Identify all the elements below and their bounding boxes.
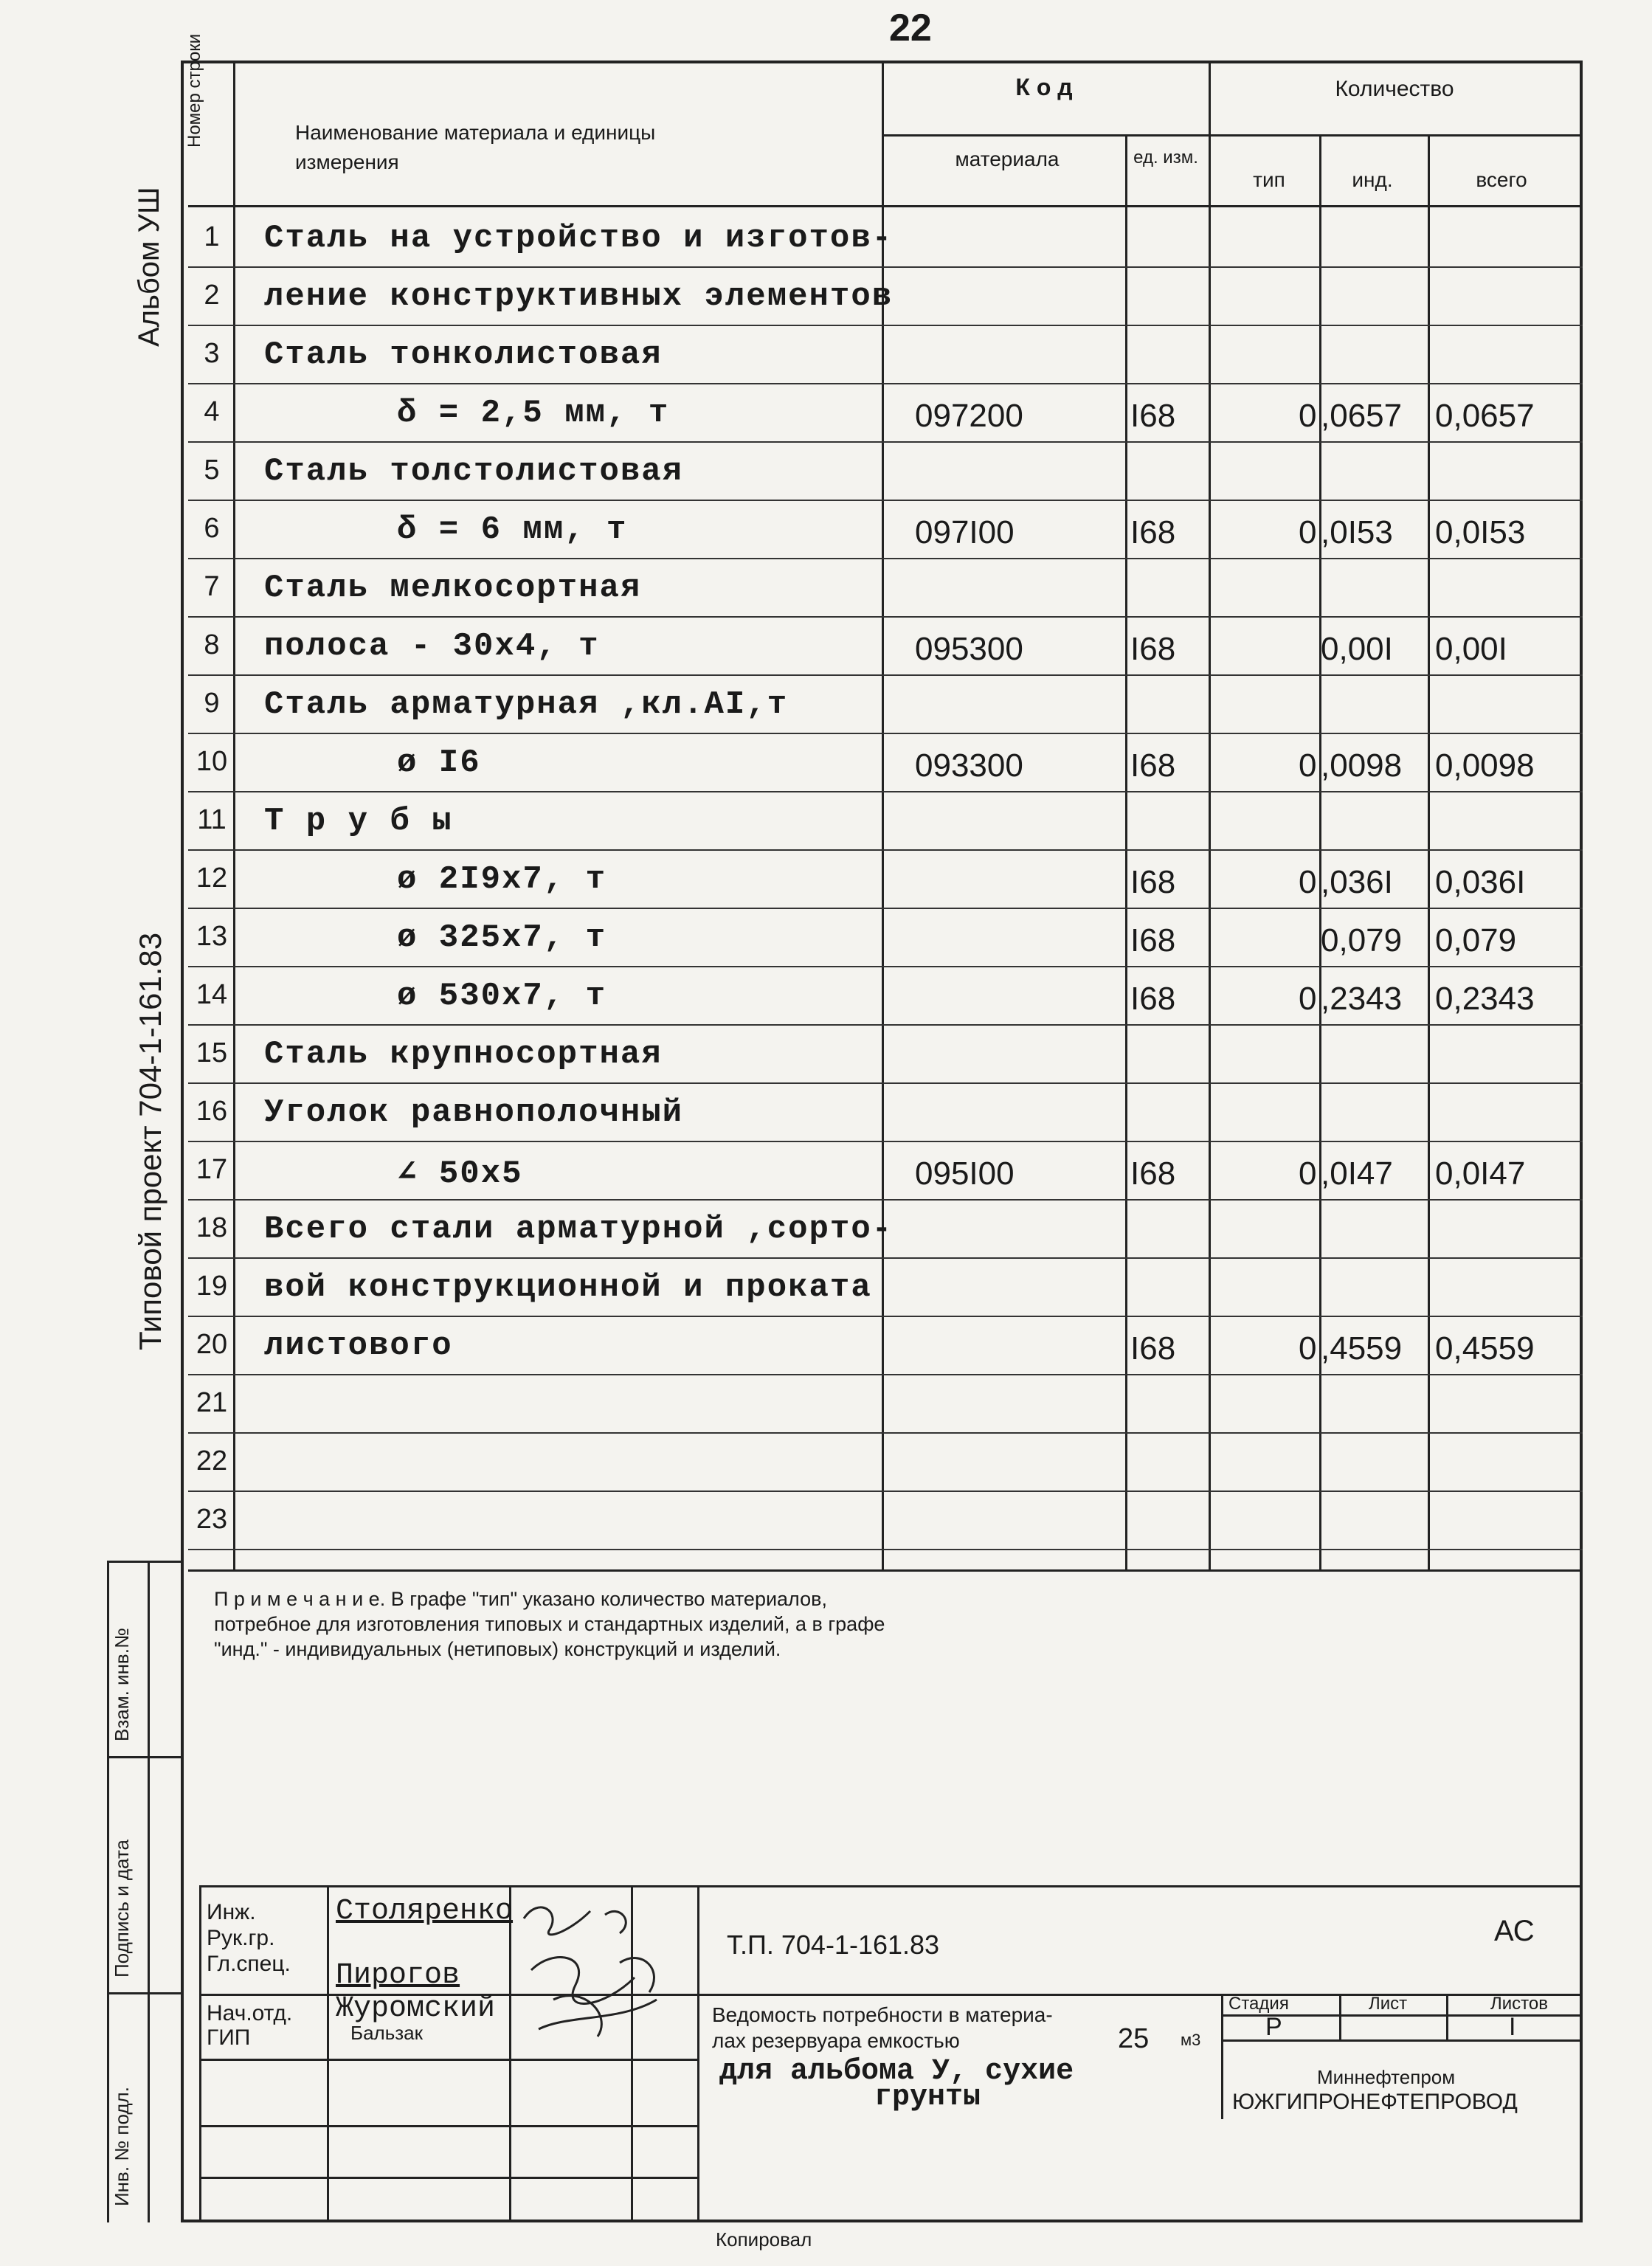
row-number: 15 xyxy=(196,1037,228,1068)
quantity-individual: ,0098 xyxy=(1321,747,1403,784)
row-separator xyxy=(188,1549,1583,1550)
quantity-individual: ,0657 xyxy=(1321,398,1403,434)
row-number: 10 xyxy=(196,746,228,777)
material-name: Уголок равнополочный xyxy=(264,1094,684,1131)
material-name: ø 325х7, т xyxy=(397,919,607,956)
title-row xyxy=(199,2125,697,2127)
row-number: 22 xyxy=(196,1445,228,1476)
row-separator xyxy=(188,1141,1583,1142)
row-number: 23 xyxy=(196,1504,228,1535)
material-name: листового xyxy=(264,1327,453,1364)
sheets-value: I xyxy=(1509,2013,1516,2041)
code-subheader-line xyxy=(882,134,1583,137)
row-separator xyxy=(188,908,1583,909)
material-name: вой конструкционной и проката xyxy=(264,1269,872,1306)
row-separator xyxy=(188,441,1583,443)
row-separator xyxy=(188,966,1583,967)
material-name: δ = 6 мм, т xyxy=(397,511,628,548)
row-separator xyxy=(188,1199,1583,1201)
capacity-unit: м3 xyxy=(1181,2031,1201,2049)
unit-code: I68 xyxy=(1130,747,1176,784)
quantity-total: 0,2343 xyxy=(1435,981,1535,1017)
description-line2: лах резервуара емкостью xyxy=(712,2029,960,2052)
row-number: 3 xyxy=(204,338,220,369)
row-separator xyxy=(188,1316,1583,1317)
material-name: ø 2I9х7, т xyxy=(397,861,607,898)
table-bottom xyxy=(188,1569,1583,1572)
stamp-label-inventory: Инв. № подл. xyxy=(111,2087,133,2206)
description-line4: грунты xyxy=(874,2081,981,2114)
quantity-total: 0,0098 xyxy=(1435,747,1535,784)
note-text: П р и м е ч а н и е. В графе "тип" указано количество материалов, потребное для изготовления типовых и стандартных изделий, а в графе "инд." - индивидуальных (нетиповых) конструкций и изделий. xyxy=(214,1588,885,1660)
material-name: Сталь тонколистовая xyxy=(264,336,663,373)
material-name: δ = 2,5 мм, т xyxy=(397,395,670,432)
material-name: ∠ 50х5 xyxy=(397,1156,523,1192)
row-number: 20 xyxy=(196,1329,228,1360)
material-name: Сталь толстолистовая xyxy=(264,453,684,490)
stamp-label-signature: Подпись и дата xyxy=(111,1839,133,1977)
quantity-total: 0,0I53 xyxy=(1435,514,1526,550)
row-separator xyxy=(188,733,1583,734)
quantity-type: 0 xyxy=(1299,864,1317,900)
unit-code: I68 xyxy=(1130,1330,1176,1367)
quantity-total: 0,00I xyxy=(1435,631,1507,667)
stamp-column-left-border xyxy=(107,1561,109,2222)
title-sheet-divider xyxy=(1339,1994,1341,2039)
quantity-individual: ,4559 xyxy=(1321,1330,1403,1367)
row-separator xyxy=(188,1257,1583,1259)
table-header-top xyxy=(188,61,1583,63)
name-chief-spec: Пирогов xyxy=(336,1959,460,1992)
material-code: 097200 xyxy=(915,398,1023,434)
name-gip: Бальзак xyxy=(350,2022,423,2044)
role-chief-spec: Гл.спец. xyxy=(207,1952,291,1976)
title-roles-divider xyxy=(327,1885,329,2222)
sheets-label: Листов xyxy=(1490,1994,1548,2014)
row-number: 19 xyxy=(196,1271,228,1302)
material-name: ø 530х7, т xyxy=(397,978,607,1015)
row-number: 12 xyxy=(196,863,228,894)
stage-value: Р xyxy=(1265,2013,1282,2041)
unit-code: I68 xyxy=(1130,631,1176,667)
unit-code: I68 xyxy=(1130,981,1176,1017)
quantity-individual: ,0I53 xyxy=(1321,514,1393,550)
header-quantity-individual: инд. xyxy=(1352,168,1393,191)
doc-code: Т.П. 704-1-161.83 xyxy=(727,1930,940,1960)
description-line1: Ведомость потребности в материа- xyxy=(712,2003,1053,2026)
row-separator xyxy=(188,849,1583,851)
row-separator xyxy=(188,1490,1583,1492)
row-number: 21 xyxy=(196,1387,228,1418)
unit-code: I68 xyxy=(1130,1156,1176,1192)
row-number: 16 xyxy=(196,1096,228,1127)
row-separator xyxy=(188,383,1583,384)
role-group-lead: Рук.гр. xyxy=(207,1926,275,1950)
ministry: Миннефтепром xyxy=(1317,2066,1456,2088)
header-quantity: Количество xyxy=(1335,77,1454,101)
project-label: Типовой проект 704-1-161.83 xyxy=(133,932,167,1350)
name-dept-head: Журомский xyxy=(336,1992,496,2025)
row-separator xyxy=(188,266,1583,268)
row-separator xyxy=(188,616,1583,618)
stamp-divider xyxy=(107,1756,181,1758)
unit-code: I68 xyxy=(1130,922,1176,958)
stamp-divider xyxy=(107,1561,181,1563)
page-number: 22 xyxy=(889,7,932,49)
unit-code: I68 xyxy=(1130,864,1176,900)
material-code: 097I00 xyxy=(915,514,1015,550)
row-separator xyxy=(188,500,1583,501)
material-code: 095I00 xyxy=(915,1156,1015,1192)
header-code-unit: ед. изм. xyxy=(1133,148,1198,167)
material-name: ø I6 xyxy=(397,745,481,781)
name-engineer: Столяренко xyxy=(336,1895,514,1928)
title-block-left xyxy=(199,1885,201,2222)
title-date-divider xyxy=(697,1885,699,2222)
material-name: Сталь мелкосортная xyxy=(264,570,642,607)
organization: ЮЖГИПРОНЕФТЕПРОВОД xyxy=(1232,2090,1518,2114)
doc-mark: АС xyxy=(1494,1915,1535,1947)
quantity-individual: ,0I47 xyxy=(1321,1156,1393,1192)
table-header-bottom xyxy=(188,205,1583,207)
row-number: 14 xyxy=(196,979,228,1010)
title-row xyxy=(199,2177,697,2179)
row-number: 2 xyxy=(204,280,220,311)
quantity-total: 0,0I47 xyxy=(1435,1156,1526,1192)
role-gip: ГИП xyxy=(207,2025,251,2050)
unit-code: I68 xyxy=(1130,398,1176,434)
material-name: Сталь крупносортная xyxy=(264,1036,663,1073)
col-line-unit xyxy=(1125,134,1127,1569)
role-dept-head: Нач.отд. xyxy=(207,2001,293,2025)
header-code: К о д xyxy=(1015,74,1073,100)
header-code-material: материала xyxy=(955,148,1060,170)
row-separator xyxy=(188,791,1583,792)
quantity-total: 0,0657 xyxy=(1435,398,1535,434)
capacity-value: 25 xyxy=(1118,2023,1150,2054)
material-name: Всего стали арматурной ,сорто- xyxy=(264,1211,894,1248)
title-sheets-divider xyxy=(1446,1994,1448,2039)
row-separator xyxy=(188,674,1583,676)
row-number: 17 xyxy=(196,1154,228,1185)
row-number: 8 xyxy=(204,629,220,660)
quantity-individual: ,036I xyxy=(1321,864,1393,900)
row-separator xyxy=(188,325,1583,326)
quantity-individual: 0,079 xyxy=(1321,922,1403,958)
title-block-top xyxy=(199,1885,1583,1887)
row-number: 1 xyxy=(204,221,220,252)
album-label: Альбом УШ xyxy=(133,187,165,347)
row-number: 13 xyxy=(196,921,228,952)
material-code: 093300 xyxy=(915,747,1023,784)
stamp-divider xyxy=(107,1992,181,1994)
row-number: 6 xyxy=(204,513,220,544)
row-separator xyxy=(188,1432,1583,1434)
col-line-ind xyxy=(1428,134,1430,1569)
stage-label: Стадия xyxy=(1228,1994,1289,2014)
quantity-type: 0 xyxy=(1299,1156,1317,1192)
material-name: ление конструктивных элементов xyxy=(264,278,894,315)
material-code: 095300 xyxy=(915,631,1023,667)
quantity-total: 0,079 xyxy=(1435,922,1517,958)
sheet-label: Лист xyxy=(1369,1994,1408,2014)
quantity-type: 0 xyxy=(1299,981,1317,1017)
quantity-individual: 0,00I xyxy=(1321,631,1393,667)
title-stage-divider xyxy=(1221,1994,1223,2119)
material-name: Т р у б ы xyxy=(264,803,453,840)
col-line-quantity xyxy=(1209,61,1211,1569)
quantity-total: 0,036I xyxy=(1435,864,1526,900)
header-row-number: Номер строки xyxy=(184,33,204,148)
material-name: полоса - 30х4, т xyxy=(264,628,600,665)
stamp-label-replace: Взам. инв.№ xyxy=(111,1628,133,1741)
quantity-individual: ,2343 xyxy=(1321,981,1403,1017)
unit-code: I68 xyxy=(1130,514,1176,550)
footer-copied: Копировал xyxy=(716,2228,812,2251)
signature-drawing xyxy=(509,1889,697,2051)
row-separator xyxy=(188,1082,1583,1084)
description-line3: для альбома У, сухие xyxy=(719,2055,1074,2088)
quantity-type: 0 xyxy=(1299,747,1317,784)
header-quantity-type: тип xyxy=(1253,168,1285,191)
quantity-type: 0 xyxy=(1299,514,1317,550)
stamp-column-inner xyxy=(148,1561,150,2222)
row-number: 5 xyxy=(204,455,220,486)
row-number: 7 xyxy=(204,571,220,602)
material-name: Сталь на устройство и изготов- xyxy=(264,220,894,257)
row-separator xyxy=(188,1024,1583,1026)
row-separator xyxy=(188,558,1583,559)
title-row xyxy=(199,2059,697,2061)
row-number: 11 xyxy=(197,804,227,835)
quantity-type: 0 xyxy=(1299,1330,1317,1367)
row-number: 18 xyxy=(196,1212,228,1243)
header-quantity-total: всего xyxy=(1476,168,1527,191)
role-engineer: Инж. xyxy=(207,1900,256,1924)
row-number: 4 xyxy=(204,396,220,427)
row-number: 9 xyxy=(204,688,220,719)
row-separator xyxy=(188,1374,1583,1375)
quantity-total: 0,4559 xyxy=(1435,1330,1535,1367)
material-name: Сталь арматурная ,кл.АI,т xyxy=(264,686,789,723)
quantity-type: 0 xyxy=(1299,398,1317,434)
header-name: Наименование материала и единицы измерения xyxy=(295,121,656,173)
